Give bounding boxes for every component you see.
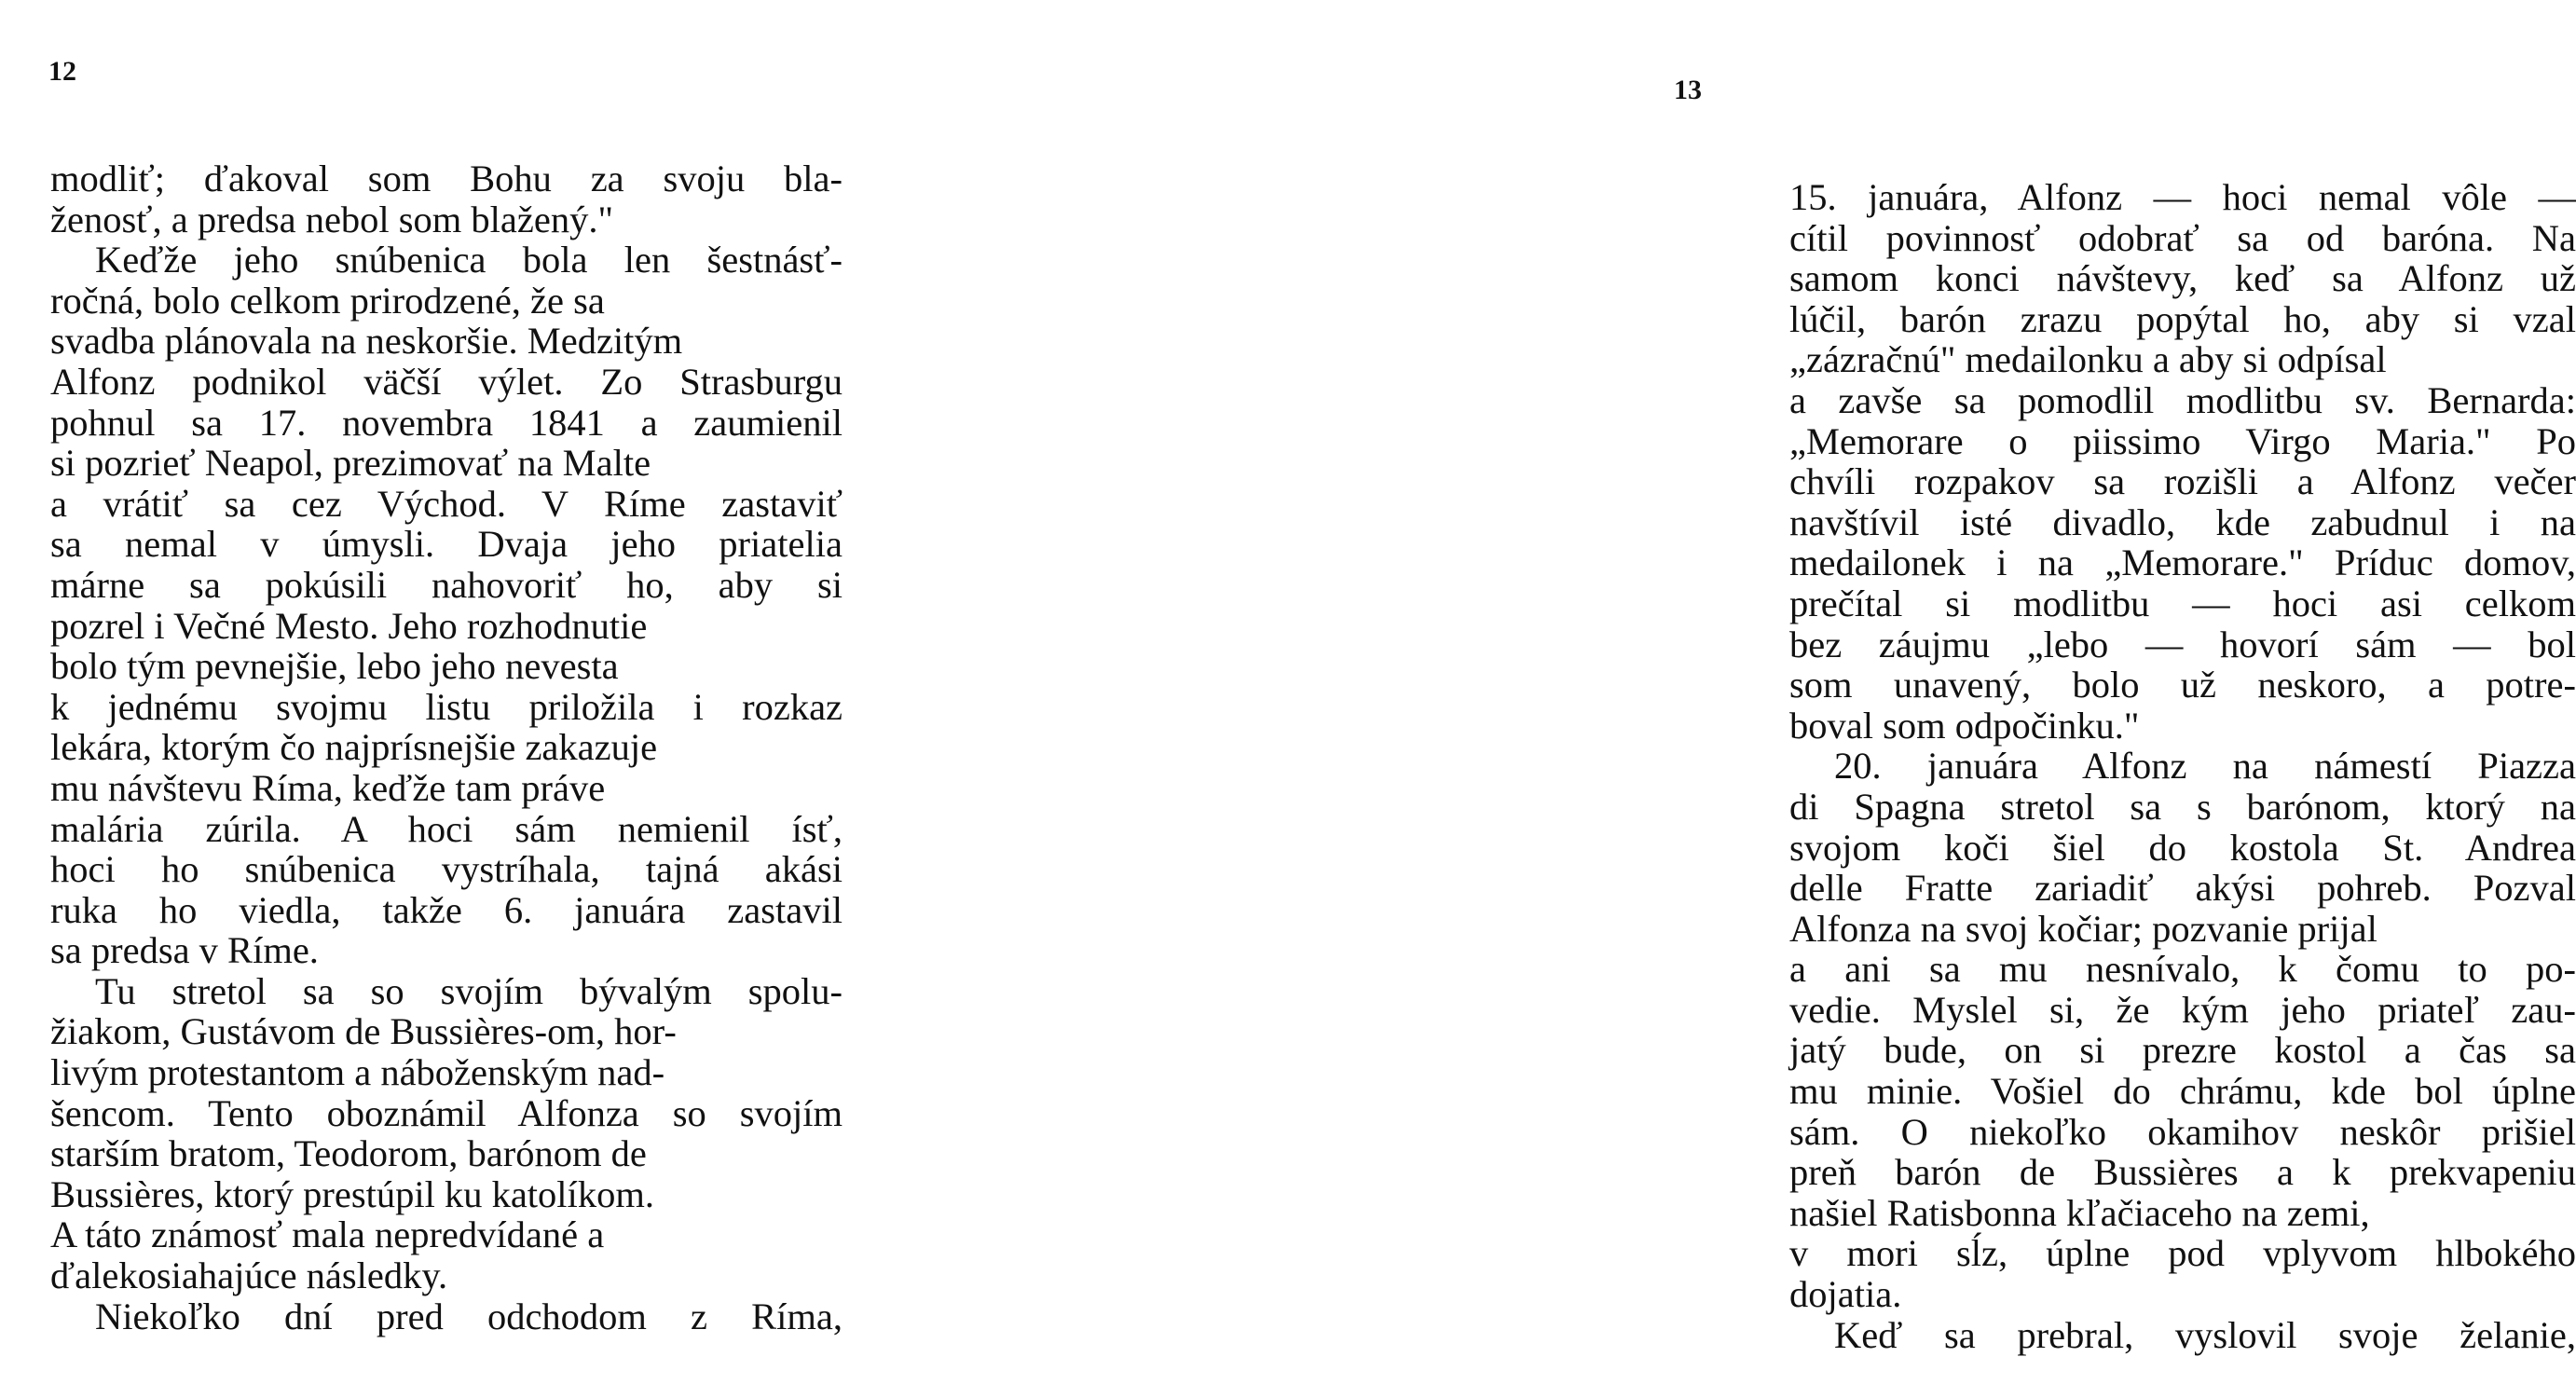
text-line: starším bratom, Teodorom, barónom de [50,1132,647,1175]
right-page-number: 13 [1674,75,1702,105]
text-line: Keď sa prebral, vyslovil svoje želanie, [1834,1313,2576,1356]
text-line: hoci ho snúbenica vystríhala, tajná akási [50,848,843,891]
text-line: Alfonza na svoj kočiar; pozvanie prijal [1789,907,2377,950]
text-line: mu minie. Vošiel do chrámu, kde bol úplne [1789,1070,2576,1113]
text-line: ročná, bolo celkom prirodzené, že sa [50,279,605,322]
text-line: a zavše sa pomodlil modlitbu sv. Bernarda: [1789,378,2576,421]
text-line: 15. januára, Alfonz — hoci nemal vôle — [1789,176,2576,218]
text-line: lekára, ktorým čo najprísnejšie zakazuje [50,726,658,769]
left-page [0,0,870,1398]
text-line: cítil povinnosť odobrať sa od baróna. Na [1789,216,2576,259]
text-line: šencom. Tento oboznámil Alfonza so svojím [50,1091,843,1134]
text-line: sám. O niekoľko okamihov neskôr prišiel [1789,1110,2576,1153]
text-line: bez záujmu „lebo — hovorí sám — bol [1789,623,2576,665]
text-line: samom konci návštevy, keď sa Alfonz už [1789,257,2576,300]
text-line: pozrel i Večné Mesto. Jeho rozhodnutie [50,604,648,647]
text-line: sa nemal v úmysli. Dvaja jeho priatelia [50,523,843,566]
text-line: v mori sĺz, úplne pod vplyvom hlbokého [1789,1232,2576,1275]
text-line: di Spagna stretol sa s barónom, ktorý na [1789,785,2576,828]
text-line: sa predsa v Ríme. [50,929,319,972]
text-line: Bussières, ktorý prestúpil ku katolíkom. [50,1172,654,1215]
text-line: livým protestantom a náboženským nad- [50,1051,665,1094]
text-line: a ani sa mu nesnívalo, k čomu to po- [1789,948,2576,991]
text-line: pohnul sa 17. novembra 1841 a zaumienil [50,401,843,444]
text-line: svadba plánovala na neskoršie. Medzitým [50,320,683,363]
text-line: svojom koči šiel do kostola St. Andrea [1789,826,2576,869]
text-line: Niekoľko dní pred odchodom z Ríma, [95,1295,843,1337]
text-line: lúčil, barón zrazu popýtal ho, aby si vzal [1789,297,2576,340]
text-line: malária zúrila. A hoci sám nemienil ísť, [50,807,843,850]
text-line: som unavený, bolo už neskoro, a potre- [1789,664,2576,706]
left-page-number: 12 [48,56,76,87]
text-line: A táto známosť mala nepredvídané a [50,1213,605,1256]
text-line: dojatia. [1789,1273,1902,1316]
text-line: si pozrieť Neapol, prezimovať na Malte [50,442,651,485]
text-line: Alfonz podnikol väčší výlet. Zo Strasburgu [50,360,843,403]
text-line: bolo tým pevnejšie, lebo jeho nevesta [50,645,619,688]
text-line: k jednému svojmu listu priložila i rozkaz [50,685,843,728]
text-line: navštívil isté divadlo, kde zabudnul i na [1789,500,2576,543]
right-page [870,0,2576,1398]
text-line: žiakom, Gustávom de Bussières-om, hor- [50,1010,677,1053]
text-line: vedie. Myslel si, že kým jeho priateľ zau- [1789,988,2576,1031]
text-line: ďalekosiahajúce následky. [50,1254,448,1297]
left-page-text [50,158,843,1336]
text-line: chvíli rozpakov sa rozišli a Alfonz večer [1789,460,2576,503]
text-line: a vrátiť sa cez Východ. V Ríme zastaviť [50,482,843,525]
text-line: jatý bude, on si prezre kostol a čas sa [1789,1029,2576,1072]
right-page-text [1789,177,2576,1355]
text-line: Keďže jeho snúbenica bola len šestnásť- [95,239,843,281]
text-line: ruka ho viedla, takže 6. januára zastavil [50,888,843,931]
text-line: medailonek i na „Memorare." Príduc domov, [1789,541,2576,584]
text-line: márne sa pokúsili nahovoriť ho, aby si [50,563,843,606]
text-line: boval som odpočinku." [1789,704,2140,747]
text-line: modliť; ďakoval som Bohu za svoju bla- [50,158,843,199]
text-line: mu návštevu Ríma, keďže tam práve [50,766,606,809]
text-line: Tu stretol sa so svojím bývalým spolu- [95,969,843,1012]
text-line: našiel Ratisbonna kľačiaceho na zemi, [1789,1191,2370,1234]
text-line: ženosť, a predsa nebol som blažený." [50,198,614,240]
text-line: prečítal si modlitbu — hoci asi celkom [1789,582,2576,624]
text-line: 20. januára Alfonz na námestí Piazza [1834,745,2576,788]
text-line: delle Fratte zariadiť akýsi pohreb. Pozval [1789,867,2576,910]
text-line: „zázračnú" medailonku a aby si odpísal [1789,338,2387,381]
text-line: „Memorare o piissimo Virgo Maria." Po [1789,419,2576,462]
text-line: preň barón de Bussières a k prekvapeniu [1789,1151,2576,1194]
